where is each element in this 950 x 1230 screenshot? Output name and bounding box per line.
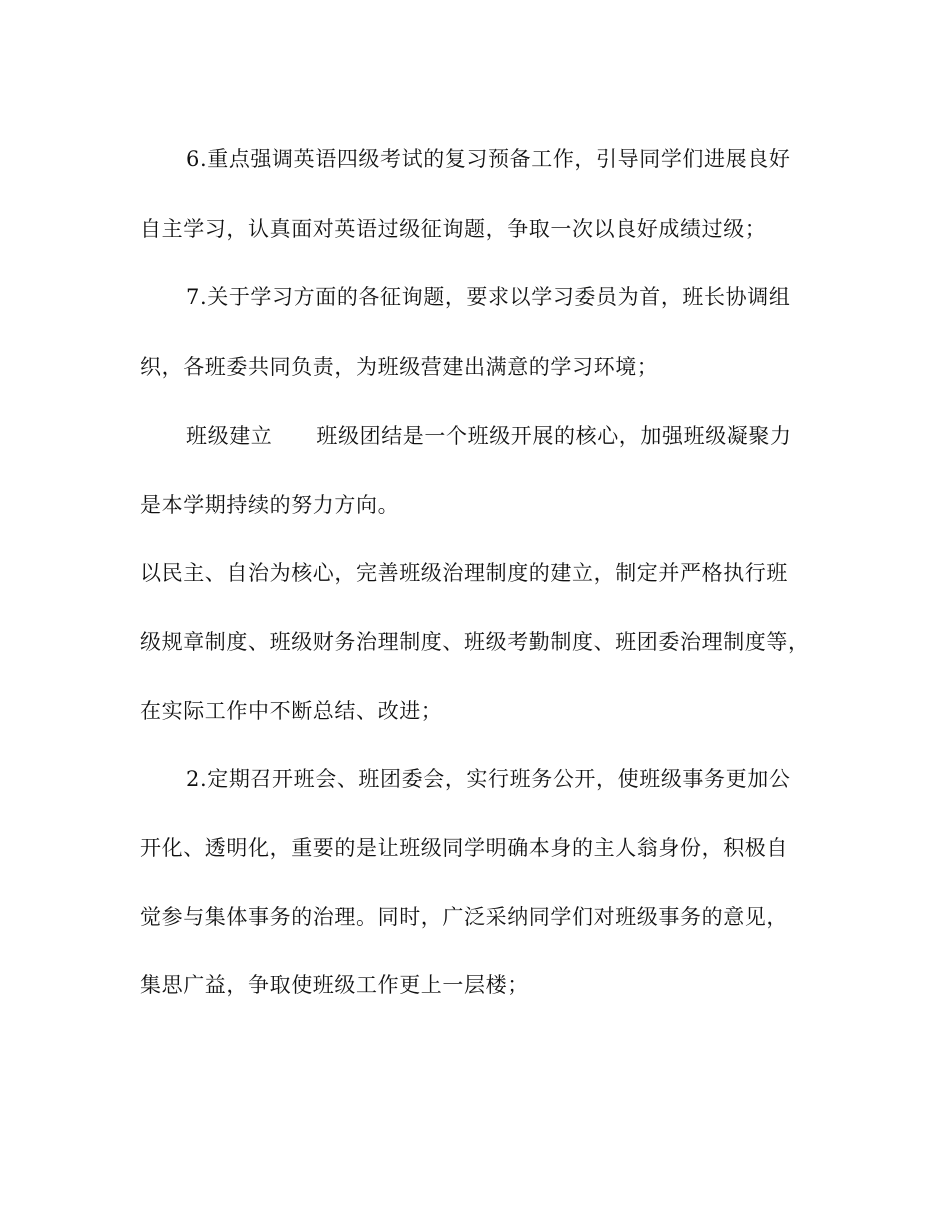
section-intro: 班级团结是一个班级开展的核心，加强班级凝聚力: [316, 424, 792, 448]
paragraph-line-item-7-end: 织，各班委共同负责，为班级营建出满意的学习环境；: [140, 355, 659, 379]
paragraph-line-item-6-end: 自主学习，认真面对英语过级征询题，争取一次以良好成绩过级；: [140, 217, 767, 241]
paragraph-line-item-2-line2: 开化、透明化，重要的是让班级同学明确本身的主人翁身份，积极自: [140, 836, 788, 860]
section-heading: 班级建立: [186, 424, 273, 448]
paragraph-line-item-6-start: 6.重点强调英语四级考试的复习预备工作，引导同学们进展良好: [186, 147, 791, 171]
paragraph-line-section-intro-end: 是本学期持续的努力方向。: [140, 493, 400, 517]
section-heading-line: [186, 422, 886, 450]
paragraph-line-item-2-line3: 觉参与集体事务的治理。同时，广泛采纳同学们对班级事务的意见，: [140, 905, 788, 929]
paragraph-line-item-1-end: 在实际工作中不断总结、改进；: [140, 699, 443, 723]
paragraph-line-item-2-end: 集思广益，争取使班级工作更上一层楼；: [140, 973, 529, 997]
paragraph-line-item-2-start: 2.定期召开班会、班团委会，实行班务公开，使班级事务更加公: [186, 767, 791, 791]
paragraph-line-item-1-start: 以民主、自治为核心，完善班级治理制度的建立，制定并严格执行班: [140, 561, 788, 585]
paragraph-line-item-7-start: 7.关于学习方面的各征询题，要求以学习委员为首，班长协调组: [186, 285, 791, 309]
paragraph-line-item-1-middle: 级规章制度、班级财务治理制度、班级考勤制度、班团委治理制度等，: [140, 630, 810, 654]
